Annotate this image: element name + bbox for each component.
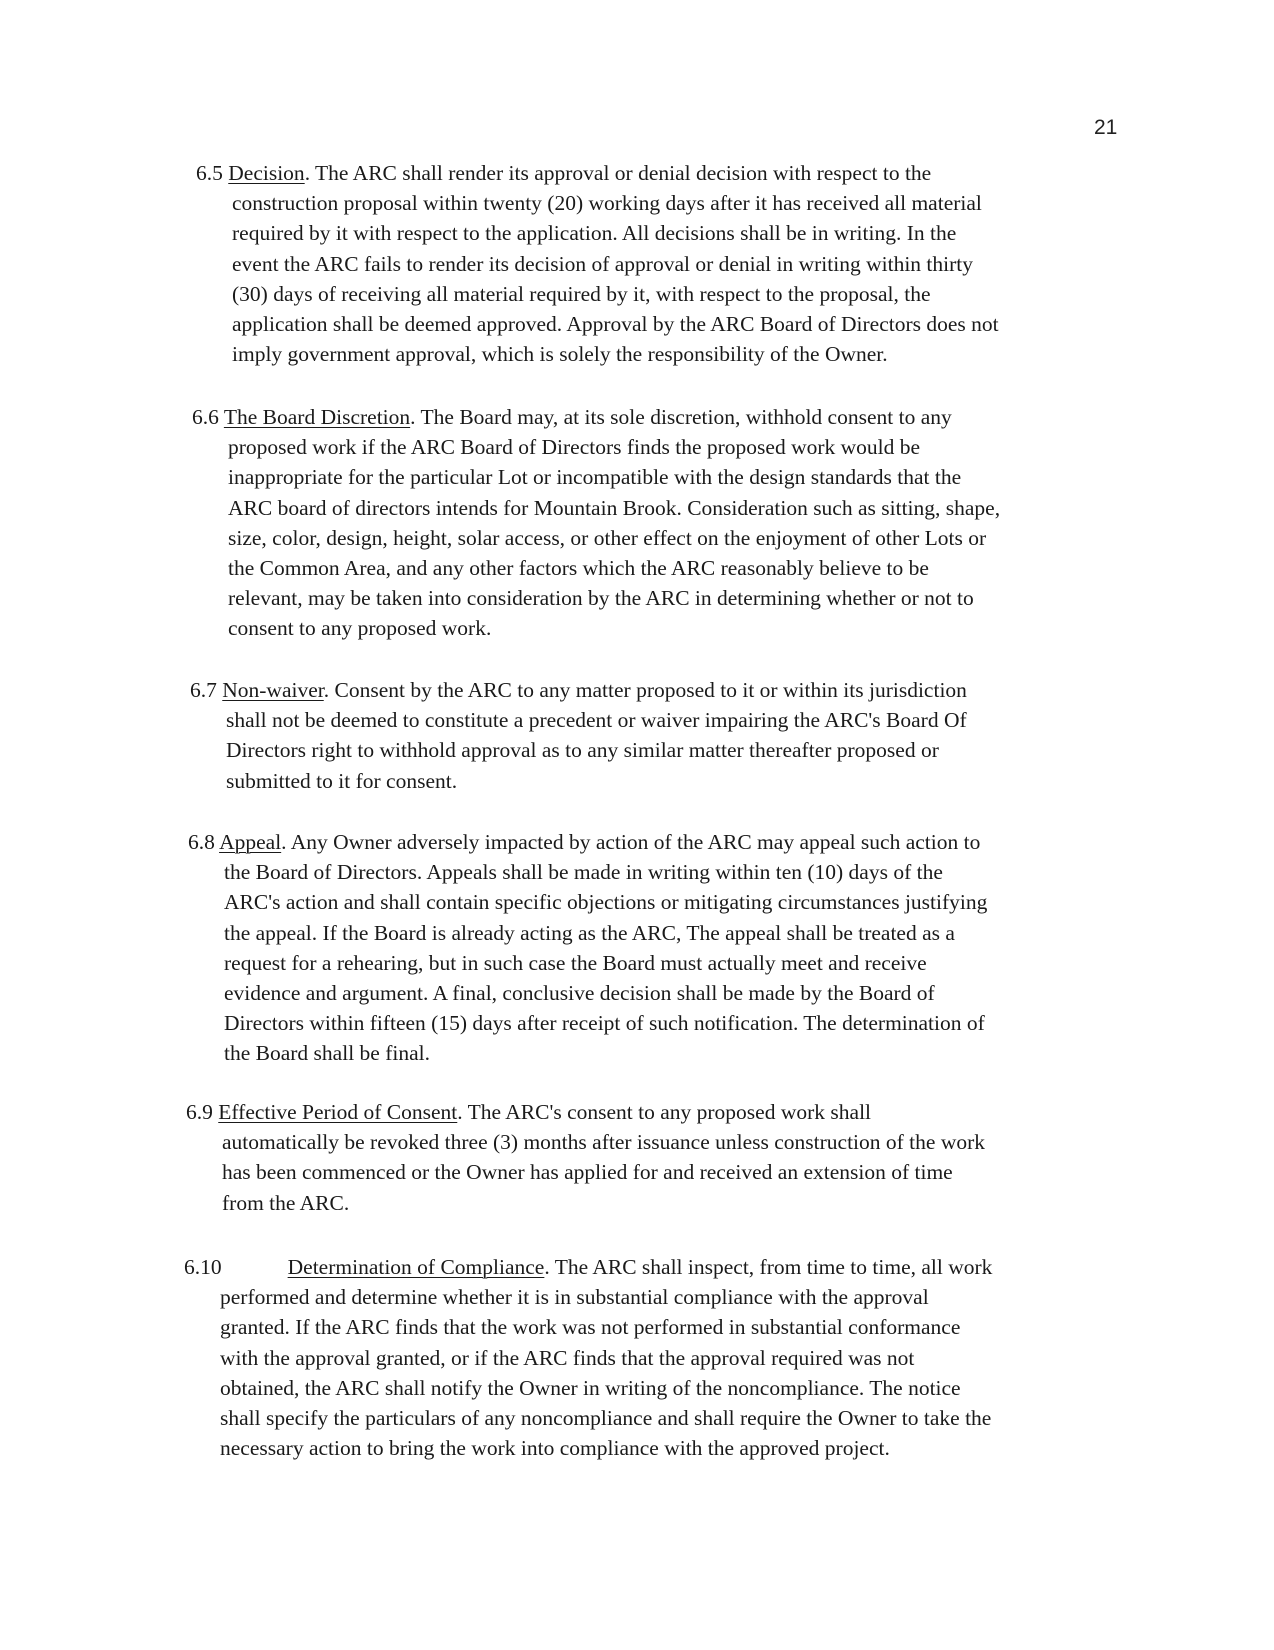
section-first-line: [190, 675, 967, 705]
section-line: shall specify the particulars of any noncompliance and shall require the Owner to take the: [220, 1406, 992, 1431]
section-line: Directors within fifteen (15) days after receipt of such notification. The determination of: [224, 1011, 985, 1036]
section-line: (30) days of receiving all material required by it, with respect to the proposal, the: [232, 281, 931, 306]
section-6-8-appeal: [188, 827, 987, 1069]
section-text: . Consent by the ARC to any matter proposed to it or within its jurisdiction: [323, 678, 967, 702]
section-line: required by it with respect to the application. All decisions shall be in writing. In the: [232, 221, 957, 246]
section-6-10-compliance: [184, 1252, 992, 1463]
section-line: the Board of Directors. Appeals shall be made in writing within ten (10) days of the: [224, 860, 943, 885]
section-line: event the ARC fails to render its decision of approval or denial in writing within thirty: [232, 251, 974, 276]
section-number: 6.10: [184, 1255, 222, 1279]
section-line: granted. If the ARC finds that the work was not performed in substantial conformance: [220, 1315, 961, 1340]
section-heading: Determination of Compliance: [287, 1255, 545, 1279]
section-line: shall not be deemed to constitute a precedent or waiver impairing the ARC's Board Of: [226, 708, 967, 733]
section-first-line: [184, 1252, 992, 1282]
section-line: the Board shall be final.: [224, 1041, 430, 1066]
section-number: 6.5: [196, 161, 223, 185]
section-number: 6.8: [188, 830, 215, 854]
section-first-line: [192, 402, 1000, 432]
section-line: with the approval granted, or if the ARC finds that the approval required was not: [220, 1345, 915, 1370]
section-line: request for a rehearing, but in such case the Board must actually meet and receive: [224, 950, 927, 975]
section-line: has been commenced or the Owner has applied for and received an extension of time: [222, 1160, 953, 1185]
section-line: construction proposal within twenty (20) working days after it has received all material: [232, 191, 982, 216]
section-6-7-non-waiver: [190, 675, 967, 796]
section-line: proposed work if the ARC Board of Directors finds the proposed work would be: [228, 435, 921, 460]
section-first-line: [186, 1097, 985, 1127]
section-heading: Appeal: [219, 830, 282, 854]
section-line: consent to any proposed work.: [228, 616, 492, 641]
section-line: performed and determine whether it is in substantial compliance with the approval: [220, 1285, 929, 1310]
section-6-9-effective-period: [186, 1097, 985, 1218]
section-heading: Effective Period of Consent: [218, 1100, 458, 1124]
section-number: 6.9: [186, 1100, 213, 1124]
section-first-line: [196, 158, 999, 188]
section-heading: The Board Discretion: [223, 405, 411, 429]
section-line: size, color, design, height, solar access, or other effect on the enjoyment of other Lots or: [228, 525, 987, 550]
section-line: Directors right to withhold approval as to any similar matter thereafter proposed or: [226, 738, 939, 763]
section-line: relevant, may be taken into consideration by the ARC in determining whether or not to: [228, 586, 974, 611]
section-number: 6.6: [192, 405, 219, 429]
section-text: . The ARC shall inspect, from time to time, all work: [544, 1255, 993, 1279]
section-line: application shall be deemed approved. Approval by the ARC Board of Directors does not: [232, 312, 999, 337]
page-number: 21: [1094, 116, 1118, 139]
section-first-line: [188, 827, 987, 857]
section-text: . The Board may, at its sole discretion, withhold consent to any: [410, 405, 952, 429]
section-line: automatically be revoked three (3) months after issuance unless construction of the work: [222, 1130, 986, 1155]
section-text: . The ARC's consent to any proposed work shall: [457, 1100, 872, 1124]
section-line: evidence and argument. A final, conclusive decision shall be made by the Board of: [224, 981, 935, 1006]
section-6-6-board-discretion: [192, 402, 1000, 644]
section-line: from the ARC.: [222, 1190, 350, 1215]
section-line: inappropriate for the particular Lot or incompatible with the design standards that the: [228, 465, 962, 490]
section-line: ARC board of directors intends for Mountain Brook. Consideration such as sitting, shape,: [228, 495, 1001, 520]
section-6-5-decision: [196, 158, 999, 369]
section-line: the Common Area, and any other factors which the ARC reasonably believe to be: [228, 556, 929, 581]
section-line: obtained, the ARC shall notify the Owner in writing of the noncompliance. The notice: [220, 1375, 961, 1400]
section-line: necessary action to bring the work into compliance with the approved project.: [220, 1436, 890, 1461]
section-text: . Any Owner adversely impacted by action of the ARC may appeal such action to: [281, 830, 981, 854]
section-line: imply government approval, which is solely the responsibility of the Owner.: [232, 342, 888, 367]
section-heading: Non-waiver: [222, 678, 324, 702]
section-heading: Decision: [228, 161, 305, 185]
section-line: submitted to it for consent.: [226, 768, 458, 793]
section-line: the appeal. If the Board is already acting as the ARC, The appeal shall be treated as a: [224, 920, 955, 945]
section-text: . The ARC shall render its approval or denial decision with respect to the: [304, 161, 932, 185]
section-line: ARC's action and shall contain specific objections or mitigating circumstances justifying: [224, 890, 988, 915]
section-number: 6.7: [190, 678, 217, 702]
